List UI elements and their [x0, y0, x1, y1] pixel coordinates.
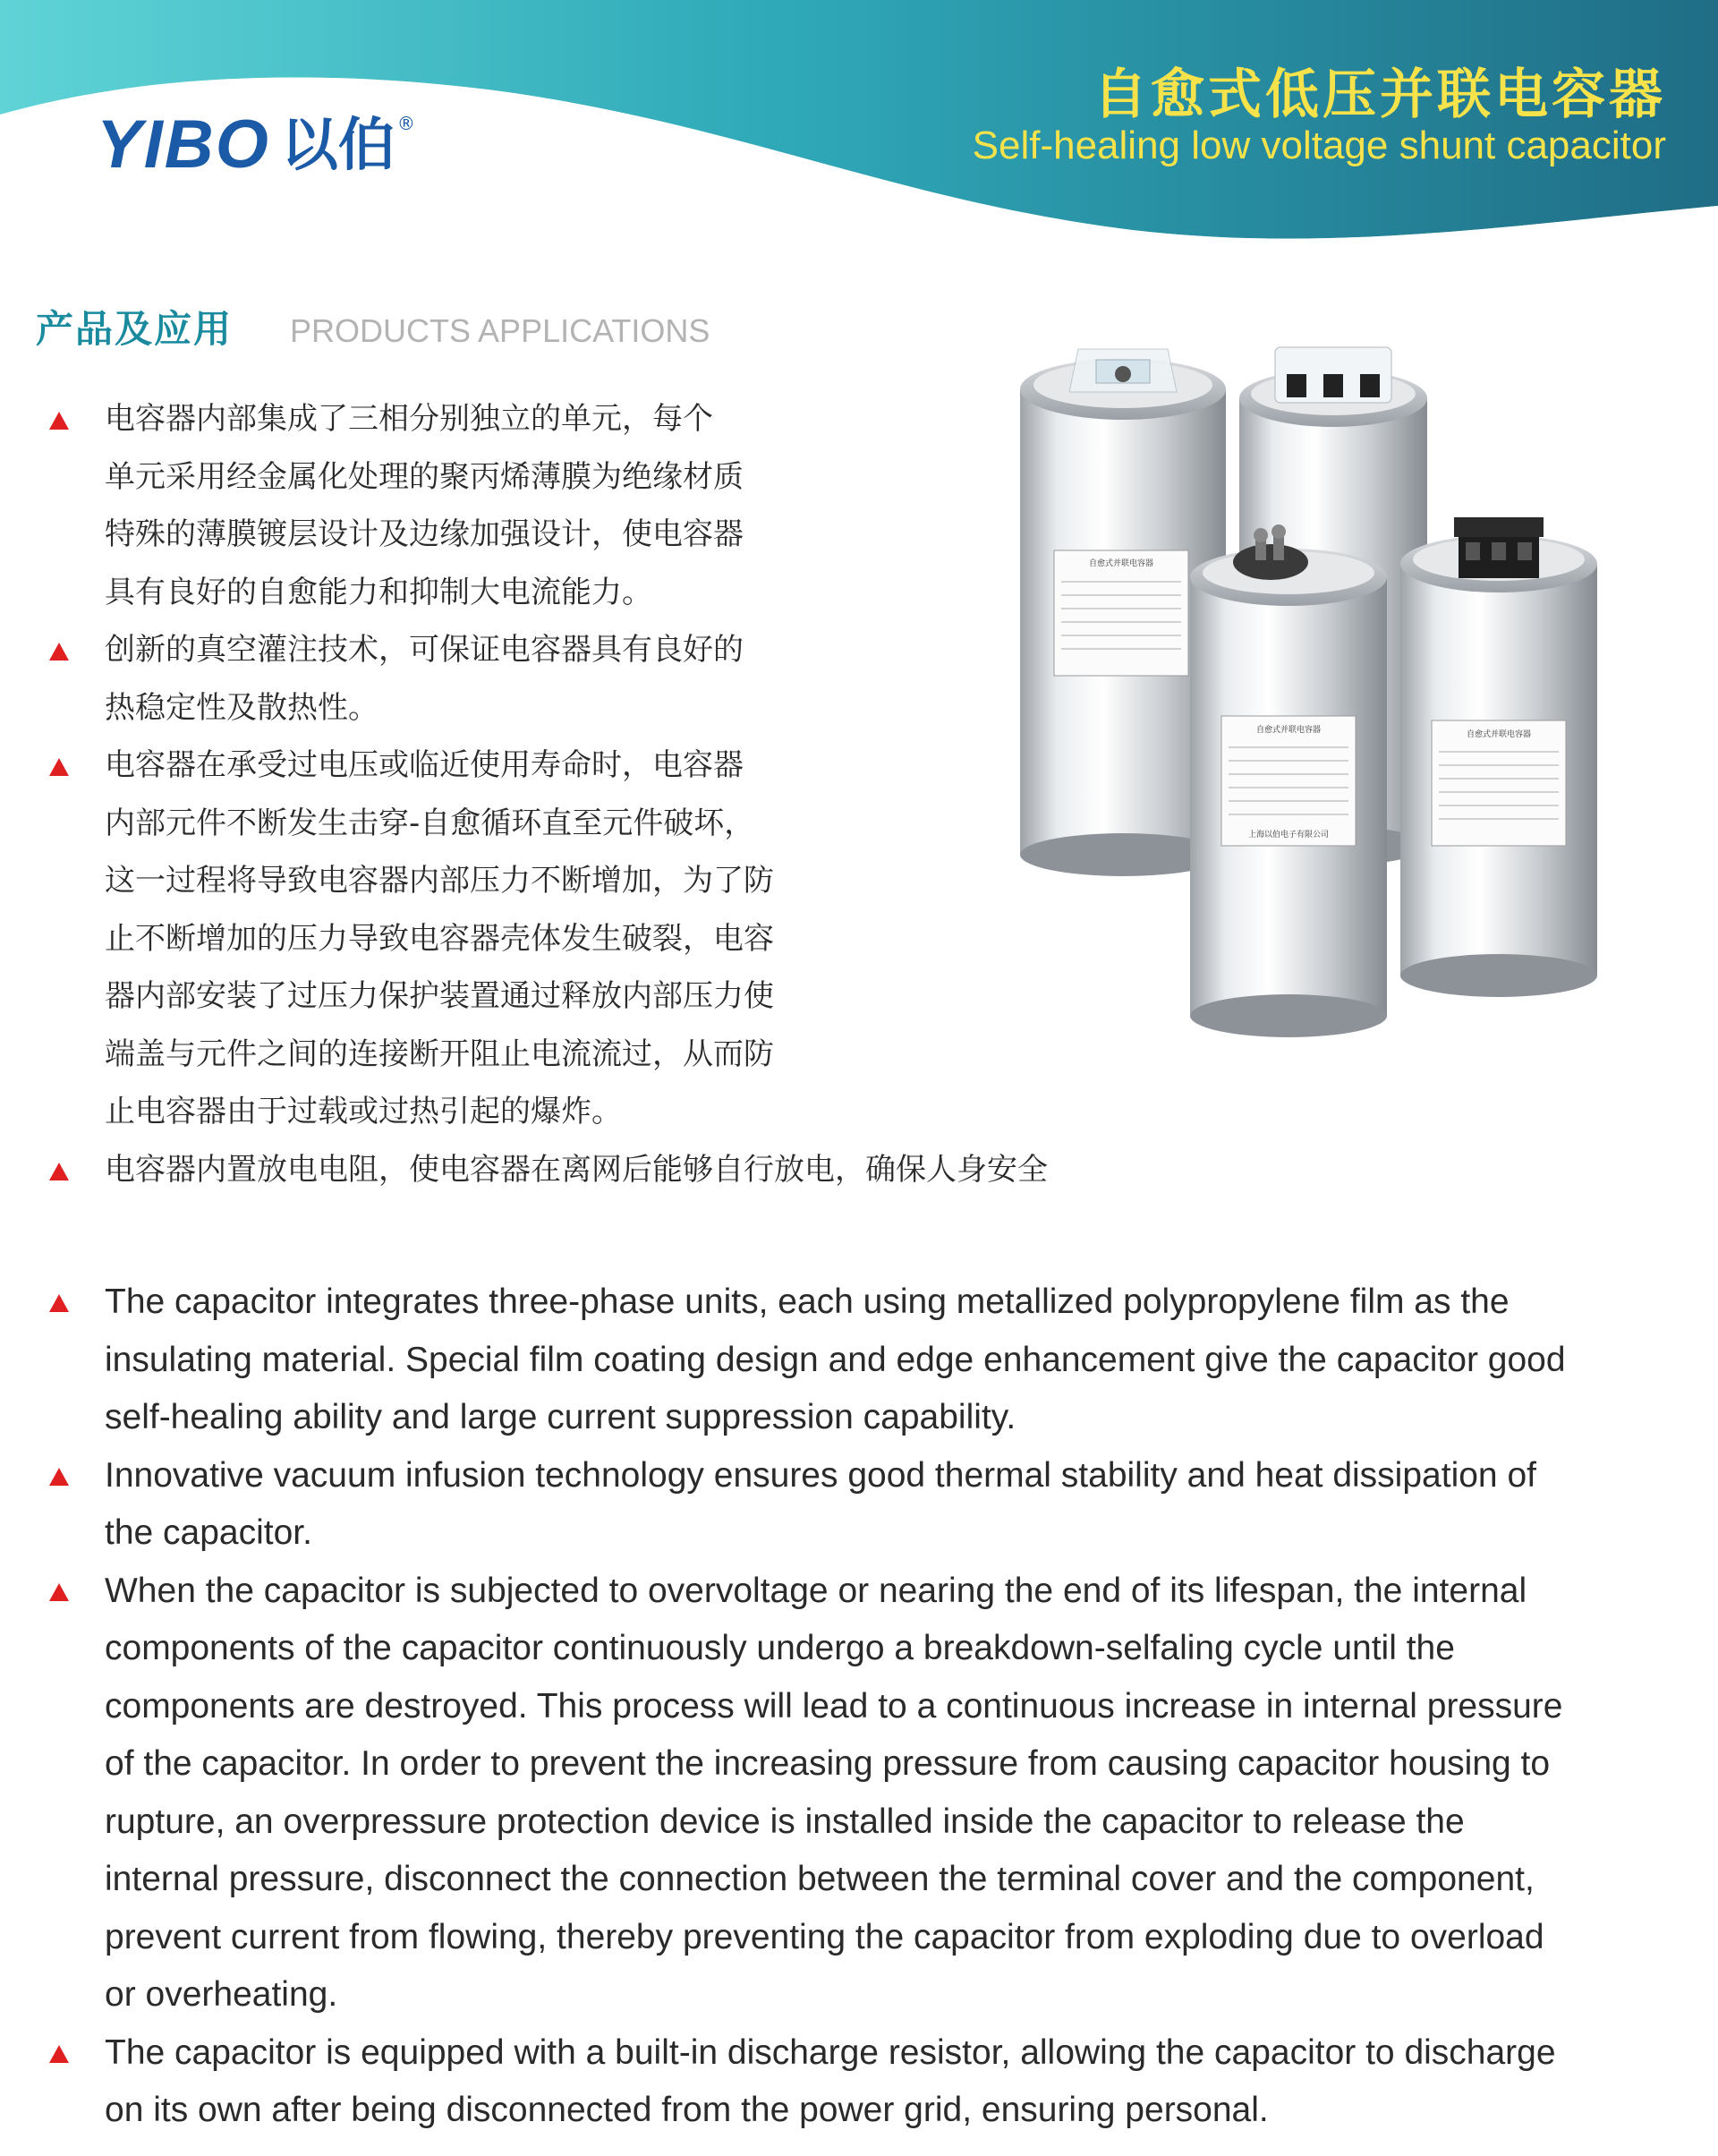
- logo-cn: 以伯: [280, 113, 395, 179]
- bullet-triangle-icon: [49, 643, 69, 660]
- en-line: Innovative vacuum infusion technology ensures good thermal stability and heat dissipation of: [105, 1455, 1536, 1495]
- en-feature-item: [49, 1274, 1687, 1447]
- en-line: components are destroyed. This process will lead to a continuous increase in internal pressure: [105, 1686, 1563, 1726]
- logo-text: YIBO: [97, 107, 270, 183]
- bullet-triangle-icon: [49, 2045, 69, 2063]
- section-heading: [36, 300, 710, 354]
- cn-line: 具有良好的自愈能力和抑制大电流能力。: [105, 574, 652, 610]
- cn-line: 端盖与元件之间的连接断开阻止电流流过，从而防: [105, 1035, 774, 1072]
- en-line: on its own after being disconnected from the power grid, ensuring personal.: [105, 2091, 1269, 2129]
- label-maker: 上海以伯电子有限公司: [1247, 831, 1330, 839]
- cn-line: 这一过程将导致电容器内部压力不断增加，为了防: [105, 863, 774, 899]
- cn-line: 特殊的薄膜镀层设计及边缘加强设计，使电容器: [105, 516, 744, 552]
- en-line: of the capacitor. In order to prevent the increasing pressure from causing capacitor housing to: [105, 1744, 1551, 1783]
- page-title-cn: 自愈式低压并联电容器: [1093, 64, 1666, 126]
- bullet-triangle-icon: [49, 758, 69, 776]
- cn-feature-item: [49, 1141, 1212, 1199]
- en-feature-item: [49, 2024, 1687, 2140]
- registered-mark: ®: [396, 113, 415, 134]
- en-line: insulating material. Special film coating design and edge enhancement give the capacitor good: [105, 1340, 1566, 1379]
- en-line: The capacitor integrates three-phase units, each using metallized polypropylene film as the: [105, 1283, 1510, 1321]
- capacitor-product-image: [1002, 322, 1629, 1056]
- en-feature-item: [49, 1563, 1687, 2024]
- cn-line: 创新的真空灌注技术，可保证电容器具有良好的: [105, 632, 744, 668]
- capacitor-front-right: [1400, 517, 1597, 997]
- en-feature-list: [49, 1274, 1687, 2140]
- cn-line: 热稳定性及散热性。: [105, 689, 378, 726]
- bullet-triangle-icon: [49, 1583, 69, 1601]
- cn-line: 电容器在承受过电压或临近使用寿命时，电容器: [105, 747, 744, 783]
- bullet-triangle-icon: [49, 1294, 69, 1312]
- cn-line: 电容器内置放电电阻，使电容器在离网后能够自行放电，确保人身安全: [105, 1151, 1048, 1188]
- en-line: components of the capacitor continuously undergo a breakdown-selfaling cycle until the: [105, 1629, 1455, 1667]
- en-line: internal pressure, disconnect the connection between the terminal cover and the component,: [105, 1860, 1535, 1898]
- en-line: prevent current from flowing, thereby preventing the capacitor from exploding due to overload: [105, 1917, 1544, 1956]
- en-line: the capacitor.: [105, 1513, 312, 1552]
- cn-line: 电容器内部集成了三相分别独立的单元，每个: [105, 401, 713, 437]
- label-title-b: 自愈式并联电容器: [1255, 726, 1322, 735]
- cn-line: 内部元件不断发生击穿-自愈循环直至元件破坏，: [105, 805, 755, 841]
- section-title-en: PRODUCTS APPLICATIONS: [290, 312, 710, 349]
- en-line: When the capacitor is subjected to overvoltage or nearing the end of its lifespan, the internal: [105, 1571, 1527, 1610]
- capacitor-front-left: [1190, 524, 1387, 1037]
- bullet-triangle-icon: [49, 1468, 69, 1486]
- label-title-c: 自愈式并联电容器: [1466, 730, 1532, 739]
- en-feature-item: [49, 1447, 1687, 1563]
- cn-line: 止不断增加的压力导致电容器壳体发生破裂，电容: [105, 920, 774, 957]
- bullet-triangle-icon: [49, 412, 69, 430]
- bullet-triangle-icon: [49, 1163, 69, 1180]
- cn-line: 止电容器由于过载或过热引起的爆炸。: [105, 1094, 622, 1129]
- en-line: rupture, an overpressure protection device is installed inside the capacitor to release the: [105, 1802, 1465, 1841]
- en-line: The capacitor is equipped with a built-in discharge resistor, allowing the capacitor to discharge: [105, 2032, 1556, 2072]
- cn-line: 器内部安装了过压力保护装置通过释放内部压力使: [105, 978, 774, 1014]
- en-line: or overheating.: [105, 1975, 338, 2014]
- en-line: self-healing ability and large current suppression capability.: [105, 1398, 1016, 1436]
- section-title-cn: 产品及应用: [36, 307, 234, 351]
- brand-logo: [97, 106, 415, 186]
- page-title-en: Self-healing low voltage shunt capacitor: [972, 124, 1666, 167]
- label-title-a: 自愈式并联电容器: [1088, 559, 1154, 568]
- cn-line: 单元采用经金属化处理的聚丙烯薄膜为绝缘材质: [105, 458, 744, 495]
